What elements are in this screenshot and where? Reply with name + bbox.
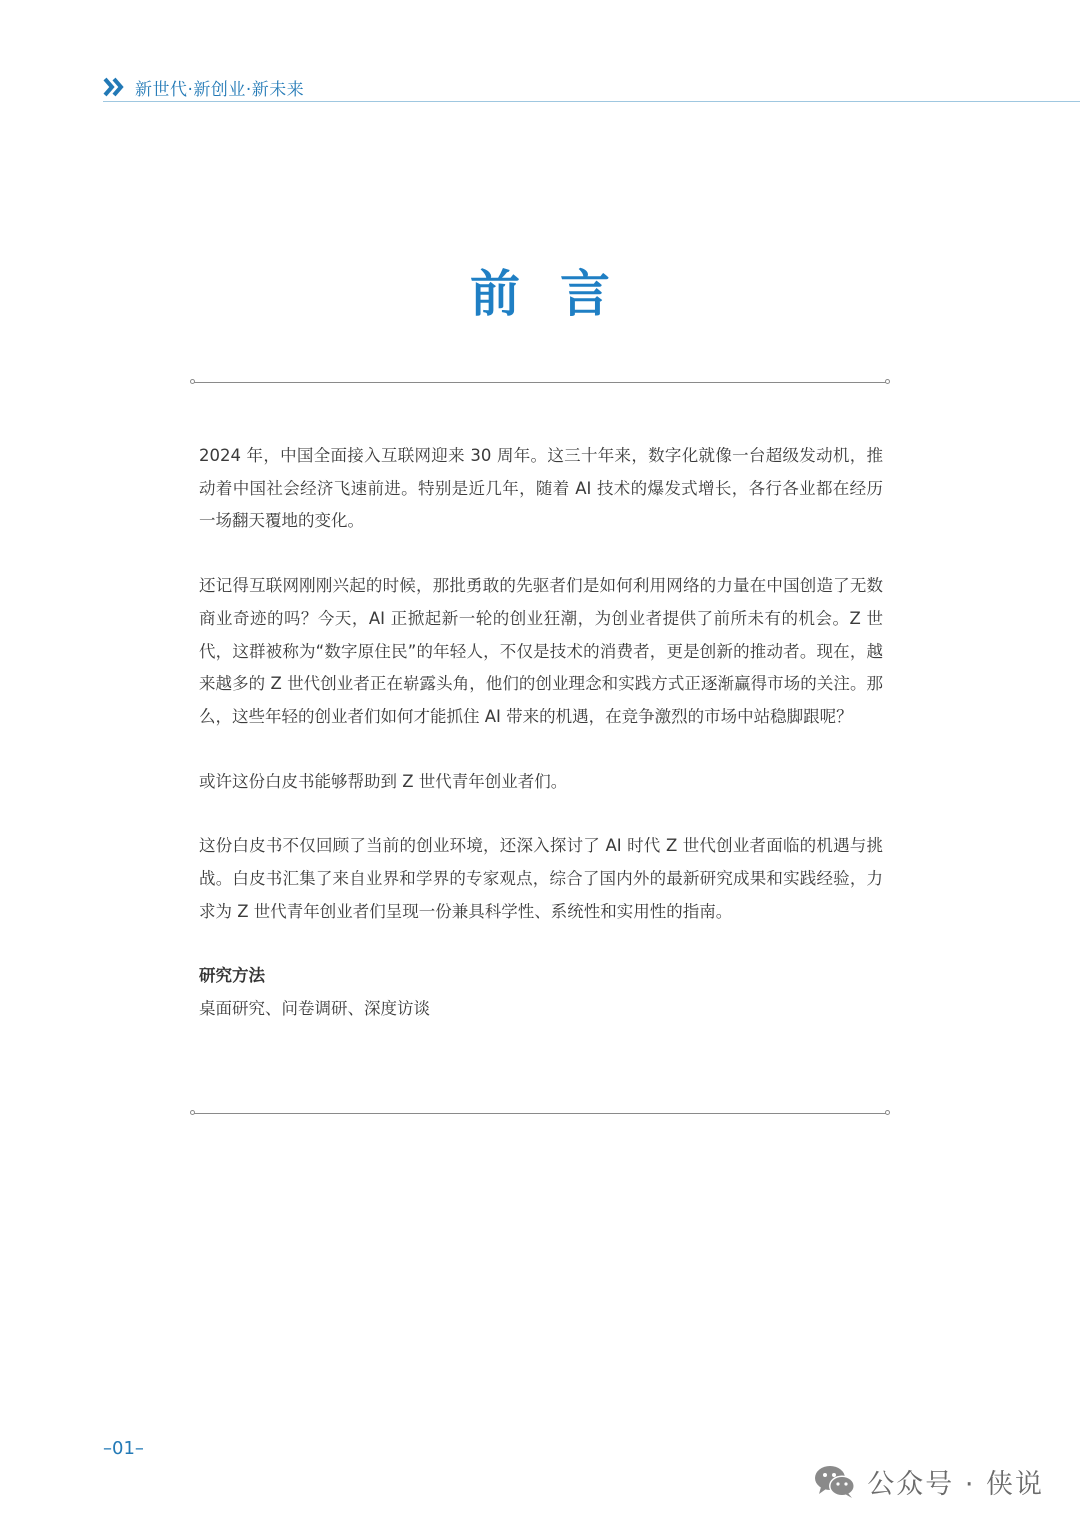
method-text: 桌面研究、问卷调研、深度访谈: [199, 999, 430, 1019]
paragraph-1: 2024 年，中国全面接入互联网迎来 30 周年。这三十年来，数字化就像一台超级发动机，推动着中国社会经济飞速前进。特别是近几年，随着 AI 技术的爆发式增长，各行各业都在经历一场翻天覆地的变化。: [199, 446, 883, 531]
running-header: [103, 74, 304, 100]
double-chevron-right-icon: [103, 77, 125, 97]
header-title: 新世代·新创业·新未来: [135, 79, 305, 100]
header-rule: [103, 101, 1080, 102]
top-divider: [190, 379, 890, 386]
bottom-divider: [190, 1110, 890, 1117]
wechat-icon: [813, 1464, 857, 1500]
method-heading: 研究方法: [199, 966, 265, 986]
watermark: [813, 1462, 1044, 1501]
watermark-text: 公众号 · 侠说: [867, 1469, 1044, 1500]
preface-body: [199, 440, 883, 1026]
paragraph-2: 还记得互联网刚刚兴起的时候，那批勇敢的先驱者们是如何利用网络的力量在中国创造了无数商业奇迹的吗？今天，AI 正掀起新一轮的创业狂潮，为创业者提供了前所未有的机会。Z 世代，这群被称为“数字原住民”的年轻人，不仅是技术的消费者，更是创新的推动者。现在，越来越多的 Z 世代创业者正在崭露头角，他们的创业理念和实践方式正逐渐赢得市场的关注。那么，这些年轻的创业者们如何才能抓住 AI 带来的机遇，在竞争激烈的市场中站稳脚跟呢？: [199, 576, 883, 726]
page-number: –01–: [103, 1438, 144, 1459]
page-title: 前言: [470, 265, 650, 323]
paragraph-3: 或许这份白皮书能够帮助到 Z 世代青年创业者们。: [199, 771, 568, 791]
paragraph-4: 这份白皮书不仅回顾了当前的创业环境，还深入探讨了 AI 时代 Z 世代创业者面临的机遇与挑战。白皮书汇集了来自业界和学界的专家观点，综合了国内外的最新研究成果和实践经验，力求为 Z 世代青年创业者们呈现一份兼具科学性、系统性和实用性的指南。: [199, 836, 883, 921]
